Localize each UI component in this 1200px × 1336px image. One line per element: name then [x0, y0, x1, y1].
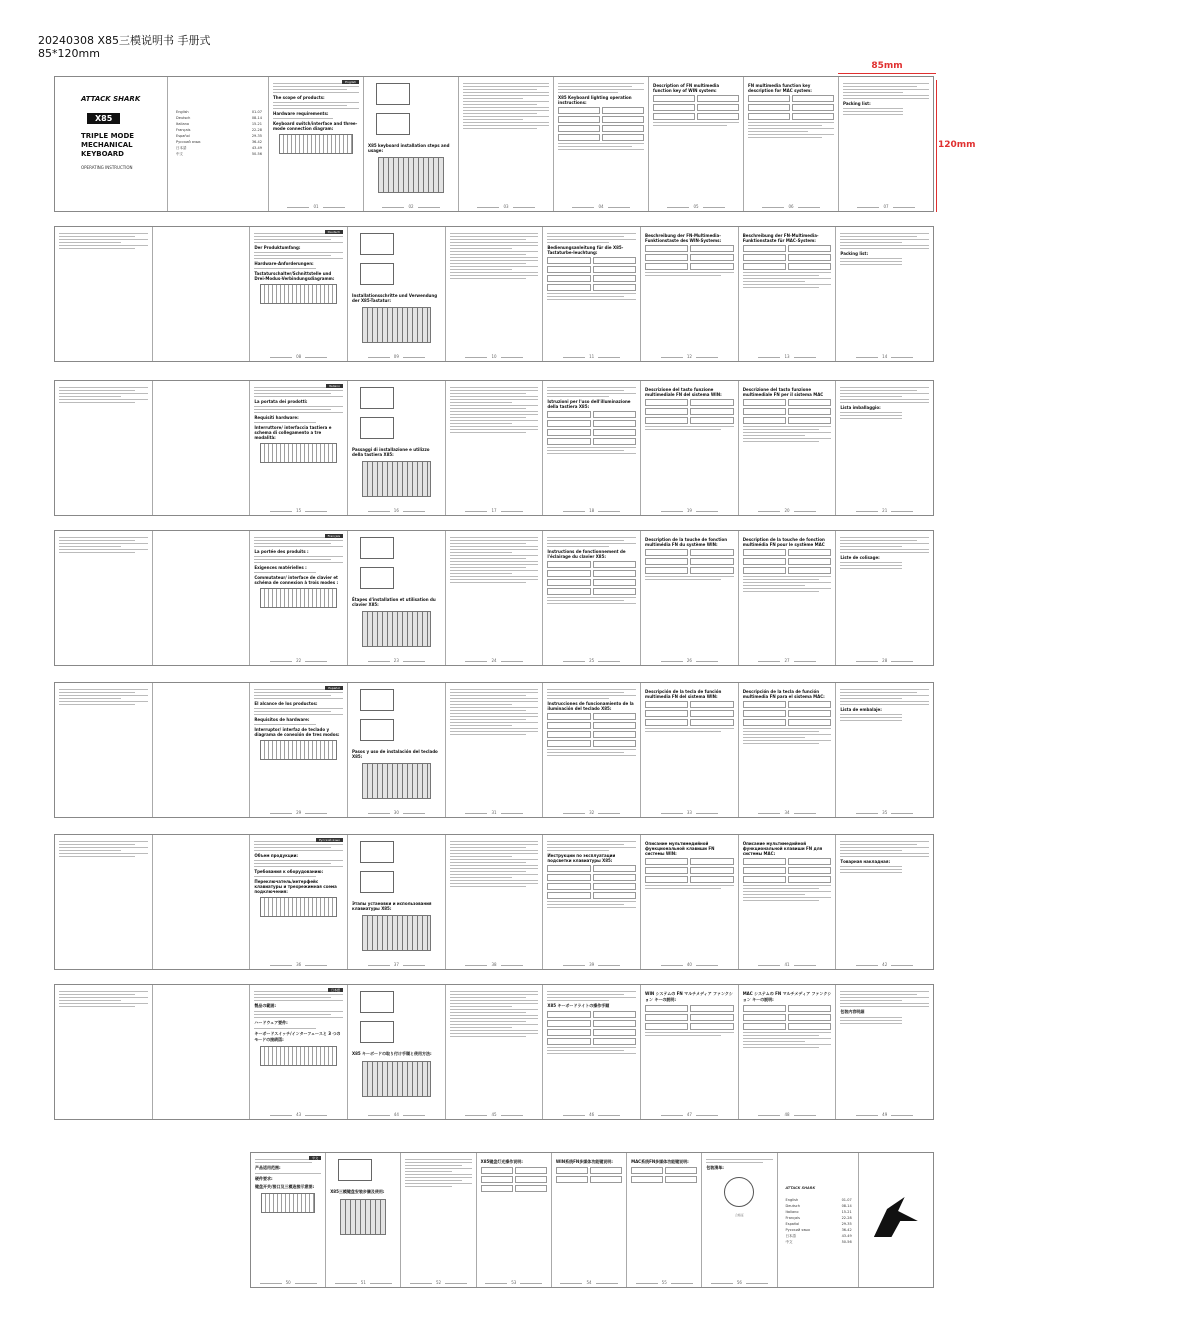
section-heading: The scope of products:	[273, 95, 325, 100]
blank-panel	[153, 227, 251, 361]
manual-page	[348, 683, 446, 817]
section-heading: Описание мультимедийной функциональной клавиши FN системы WIN:	[645, 841, 715, 856]
language-tag: Français	[325, 534, 343, 538]
section-heading: Instructions de fonctionnement de l'éclairage du clavier X85:	[547, 549, 626, 559]
page-number: 28	[836, 658, 933, 663]
keyboard-layout-diagram	[362, 763, 431, 799]
keyboard-diagram	[260, 1046, 337, 1066]
page-number: 35	[836, 810, 933, 815]
manual-page	[250, 381, 348, 515]
page-number: 49	[836, 1112, 933, 1117]
section-heading: Description of FN multimedia function key of WIN system:	[653, 83, 720, 93]
section-heading: Переключатель/интерфейс клавиатуры и трехрежимная схема подключения:	[254, 879, 337, 894]
blank-panel	[55, 531, 153, 665]
page-number: 50	[251, 1280, 325, 1285]
device-diagram	[360, 689, 394, 711]
device-diagram	[360, 387, 394, 409]
page-number: 15	[250, 508, 347, 513]
manual-page	[836, 227, 933, 361]
keyboard-layout-diagram	[340, 1199, 386, 1235]
section-heading: Istruzioni per l'uso dell'illuminazione della tastiera X85:	[547, 399, 631, 409]
section-heading: El alcance de los productos:	[254, 701, 318, 706]
page-number: 02	[364, 204, 458, 209]
toc-entry: Русский язык 36-42	[176, 140, 262, 144]
page-number: 36	[250, 962, 347, 967]
manual-row-chinese	[250, 1152, 934, 1288]
page-number: 31	[446, 810, 543, 815]
section-heading: Pasos y uso de instalación del teclado X85:	[352, 749, 438, 759]
toc-entry: Deutsch 08-14	[785, 1204, 852, 1208]
page-number: 09	[348, 354, 445, 359]
section-heading: Commutateur/ interface de clavier et schéma de connexion à trois modes :	[254, 575, 339, 585]
manual-page	[552, 1153, 627, 1287]
manual-page	[348, 227, 446, 361]
page-number: 07	[839, 204, 933, 209]
section-heading: ハードウェア要件:	[254, 1020, 288, 1025]
manual-page	[744, 77, 839, 211]
device-diagram	[360, 1021, 394, 1043]
device-diagram	[360, 991, 394, 1013]
page-number: 20	[739, 508, 836, 513]
manual-page	[348, 835, 446, 969]
keyboard-layout-diagram	[362, 611, 431, 647]
page-number: 05	[649, 204, 743, 209]
page-number: 18	[543, 508, 640, 513]
page-number: 10	[446, 354, 543, 359]
page-number: 43	[250, 1112, 347, 1117]
page-number: 41	[739, 962, 836, 967]
blank-panel	[153, 683, 251, 817]
language-tag: Español	[325, 686, 343, 690]
seal-text: 合格证	[734, 1213, 744, 1217]
keyboard-diagram	[260, 588, 337, 608]
page-number: 45	[446, 1112, 543, 1117]
toc-entry: Italiano 15-21	[176, 122, 262, 126]
section-heading: Packing list:	[840, 251, 869, 256]
manual-page	[839, 77, 933, 211]
section-heading: Instrucciones de funcionamiento de la iluminación del teclado X85:	[547, 701, 634, 711]
page-number: 13	[739, 354, 836, 359]
manual-page	[251, 1153, 326, 1287]
section-heading: Hardware requirements:	[273, 111, 329, 116]
manual-page	[477, 1153, 552, 1287]
section-heading: 包装清单:	[706, 1165, 724, 1170]
section-heading: Installationsschritte und Verwendung der X85-Tastatur:	[352, 293, 438, 303]
section-heading: Der Produktumfang:	[254, 245, 301, 250]
toc-entry: 中文 50-56	[785, 1240, 852, 1244]
manual-page	[250, 985, 348, 1119]
manual-page	[836, 835, 933, 969]
page-number: 12	[641, 354, 738, 359]
brand-logo: ATTACK SHARK	[81, 95, 141, 103]
manual-page	[250, 227, 348, 361]
section-heading: Interruttore/ interfaccia tastiera e schema di collegamento a tre modalità:	[254, 425, 332, 440]
manual-page	[348, 531, 446, 665]
manual-page	[269, 77, 364, 211]
toc-panel	[168, 77, 269, 211]
device-diagram	[338, 1159, 372, 1181]
section-heading: X85 keyboard installation steps and usage:	[368, 143, 450, 153]
section-heading: La portée des produits :	[254, 549, 309, 554]
manual-page	[446, 985, 544, 1119]
cover-title-line2: MECHANICAL KEYBOARD	[81, 141, 133, 158]
model-badge: X85	[87, 113, 120, 124]
manual-page	[836, 683, 933, 817]
manual-page	[543, 227, 641, 361]
section-heading: 键盘开关/接口及三模连接示意图:	[255, 1184, 315, 1189]
page-number: 34	[739, 810, 836, 815]
page-number: 47	[641, 1112, 738, 1117]
section-heading: Bedienungsanleitung für die X85-Tastaturbe-leuchtung:	[547, 245, 624, 255]
height-dimension-label: 120mm	[938, 140, 976, 150]
blank-panel	[153, 985, 251, 1119]
page-number: 25	[543, 658, 640, 663]
language-tag: Italiano	[326, 384, 343, 388]
section-heading: Requisiti hardware:	[254, 415, 299, 420]
section-heading: Descrizione del tasto funzione multimediale FN del sistema WIN:	[645, 387, 722, 397]
manual-page	[446, 227, 544, 361]
section-heading: MAC系统FN多媒体功能键说明:	[631, 1159, 689, 1164]
section-heading: Description de la touche de fonction multimédia FN pour le système MAC	[742, 537, 825, 547]
page-number: 42	[836, 962, 933, 967]
section-heading: Beschreibung der FN-Multimedia-Funktionstaste für MAC-System:	[742, 233, 819, 243]
device-diagram	[360, 417, 394, 439]
language-tag: Deutsch	[325, 230, 343, 234]
toc-entry: 中文 50-56	[176, 152, 262, 156]
section-heading: X85三模键盘安装步骤及使用:	[330, 1189, 385, 1194]
manual-page	[836, 531, 933, 665]
page-number: 29	[250, 810, 347, 815]
manual-page	[543, 381, 641, 515]
section-heading: キーボードスイッチ/インターフェースと 3 つのモードの接続図:	[254, 1031, 341, 1042]
keyboard-layout-diagram	[378, 157, 444, 193]
page-number: 24	[446, 658, 543, 663]
page-number: 33	[641, 810, 738, 815]
toc-entry: 日本語 43-49	[785, 1234, 852, 1238]
section-heading: Liste de colisage:	[840, 555, 880, 560]
page-number: 46	[543, 1112, 640, 1117]
manual-page	[446, 381, 544, 515]
manual-page	[543, 683, 641, 817]
manual-page	[627, 1153, 702, 1287]
section-heading: X85 Keyboard lighting operation instructions:	[558, 95, 632, 105]
language-tag: English	[342, 80, 359, 84]
manual-page	[739, 835, 837, 969]
keyboard-layout-diagram	[362, 1061, 431, 1097]
keyboard-layout-diagram	[362, 461, 431, 497]
page-number: 37	[348, 962, 445, 967]
width-dimension	[838, 61, 936, 74]
section-heading: Инструкции по эксплуатации подсветки клавиатуры X85:	[547, 853, 616, 863]
blank-panel	[153, 835, 251, 969]
blank-panel	[153, 531, 251, 665]
manual-row-3	[54, 530, 934, 666]
section-heading: Étapes d'installation et utilisation du clavier X85:	[352, 597, 436, 607]
section-heading: WIN システムの FN マルチメディア ファンクション キーの説明:	[645, 991, 733, 1002]
manual-page	[739, 683, 837, 817]
page-number: 04	[554, 204, 648, 209]
keyboard-diagram	[260, 740, 337, 760]
manual-page	[348, 381, 446, 515]
language-tag: 日本語	[328, 988, 343, 992]
page-number: 48	[739, 1112, 836, 1117]
toc-entry: English 01-07	[176, 110, 262, 114]
blank-panel	[55, 683, 153, 817]
page-number: 30	[348, 810, 445, 815]
page-number: 38	[446, 962, 543, 967]
manual-page	[459, 77, 554, 211]
manual-page	[836, 985, 933, 1119]
toc-entry: English 01-07	[785, 1198, 852, 1202]
blank-panel	[55, 835, 153, 969]
manual-page	[543, 985, 641, 1119]
section-heading: Hardware-Anforderungen:	[254, 261, 314, 266]
cover-subtitle: OPERATING INSTRUCTION	[81, 165, 133, 170]
manual-page	[641, 227, 739, 361]
doc-header	[38, 34, 211, 60]
manual-page	[543, 835, 641, 969]
toc-entry: Français 22-28	[785, 1216, 852, 1220]
manual-page	[649, 77, 744, 211]
page-number: 40	[641, 962, 738, 967]
manual-page	[641, 985, 739, 1119]
toc-entry: Español 29-35	[785, 1222, 852, 1226]
manual-row-5	[54, 834, 934, 970]
toc-entry: Español 29-35	[176, 134, 262, 138]
page-number: 16	[348, 508, 445, 513]
cover-title-line1: TRIPLE MODE	[81, 132, 135, 140]
device-diagram	[360, 263, 394, 285]
back-brand-logo: ATTACK SHARK	[785, 1186, 816, 1190]
device-diagram	[360, 871, 394, 893]
page-number: 01	[269, 204, 363, 209]
section-heading: FN multimedia function key description for MAC system:	[748, 83, 812, 93]
section-heading: X85 キーボードライトの操作手順	[547, 1003, 610, 1008]
section-heading: Descripción de la tecla de función multimedia FN para el sistema MAC:	[742, 689, 825, 699]
section-heading: Описание мультимедийной функциональной клавиши FN для системы MAC:	[742, 841, 823, 856]
manual-page	[364, 77, 459, 211]
manual-page	[739, 227, 837, 361]
blank-panel	[55, 985, 153, 1119]
keyboard-diagram	[279, 134, 353, 154]
device-diagram	[360, 233, 394, 255]
page-number: 03	[459, 204, 553, 209]
section-heading: Tastaturschalter/Schnittstelle und Drei-Modus-Verbindungsdiagramm:	[254, 271, 335, 281]
section-heading: Description de la touche de fonction multimédia FN du système WIN:	[645, 537, 728, 547]
toc-entry: Italiano 15-21	[785, 1210, 852, 1214]
doc-header-line2: 85*120mm	[38, 47, 100, 60]
section-heading: Requisitos de hardware:	[254, 717, 310, 722]
toc-entry: Русский язык 36-42	[785, 1228, 852, 1232]
device-diagram	[376, 83, 410, 105]
manual-row-1	[54, 226, 934, 362]
keyboard-diagram	[260, 897, 337, 917]
manual-page	[702, 1153, 777, 1287]
section-heading: Lista de embalaje:	[840, 707, 882, 712]
manual-page	[348, 985, 446, 1119]
manual-page	[446, 835, 544, 969]
manual-page	[641, 381, 739, 515]
width-dimension-label: 85mm	[871, 61, 903, 71]
manual-page	[543, 531, 641, 665]
device-diagram	[360, 841, 394, 863]
page-number: 53	[477, 1280, 551, 1285]
page-number: 26	[641, 658, 738, 663]
page-number: 19	[641, 508, 738, 513]
toc-entry: Français 22-28	[176, 128, 262, 132]
blank-panel	[153, 381, 251, 515]
manual-page	[739, 531, 837, 665]
page-number: 52	[401, 1280, 475, 1285]
section-heading: Exigences matérielles :	[254, 565, 307, 570]
section-heading: Descripción de la tecla de función multimedia FN del sistema WIN:	[645, 689, 722, 699]
manual-page	[250, 683, 348, 817]
section-heading: Keyboard switch/interface and three-mode connection diagram:	[273, 121, 358, 131]
manual-page	[250, 531, 348, 665]
shark-fin-logo-icon	[874, 1197, 918, 1237]
manual-page	[326, 1153, 401, 1287]
page-number: 21	[836, 508, 933, 513]
page-number: 11	[543, 354, 640, 359]
back-toc-panel	[778, 1153, 859, 1287]
page-number: 39	[543, 962, 640, 967]
section-heading: WIN系统FN多媒体功能键说明:	[555, 1159, 613, 1164]
manual-page	[739, 381, 837, 515]
keyboard-diagram	[260, 284, 337, 304]
toc-entry: 日本語 43-49	[176, 146, 262, 150]
section-heading: La portata dei prodotti:	[254, 399, 308, 404]
doc-header-line1: 20240308 X85三模说明书 手册式	[38, 34, 211, 47]
section-heading: 製品の範囲:	[254, 1003, 276, 1008]
section-heading: 包装内容明細	[840, 1009, 865, 1014]
manual-page	[836, 381, 933, 515]
manual-page	[641, 835, 739, 969]
language-tag: 中文	[309, 1156, 321, 1160]
section-heading: Объем продукции:	[254, 853, 299, 858]
page-number: 22	[250, 658, 347, 663]
keyboard-layout-diagram	[362, 307, 431, 343]
manual-page	[641, 531, 739, 665]
keyboard-layout-diagram	[362, 915, 431, 951]
manual-page	[739, 985, 837, 1119]
section-heading: Packing list:	[843, 101, 871, 106]
page-number: 14	[836, 354, 933, 359]
section-heading: MAC システムの FN マルチメディア ファンクション キーの説明:	[742, 991, 832, 1002]
manual-page	[401, 1153, 476, 1287]
page-number: 32	[543, 810, 640, 815]
page-number: 44	[348, 1112, 445, 1117]
manual-row-0	[54, 76, 934, 212]
manual-page	[446, 683, 544, 817]
blank-panel	[55, 381, 153, 515]
section-heading: X85 キーボードの取り付け手順と使用方法:	[352, 1051, 432, 1056]
manual-row-2	[54, 380, 934, 516]
page-number: 56	[702, 1280, 776, 1285]
page-number: 06	[744, 204, 838, 209]
device-diagram	[376, 113, 410, 135]
page-number: 27	[739, 658, 836, 663]
toc-entry: Deutsch 08-14	[176, 116, 262, 120]
section-heading: Interruptor/ interfaz de teclado y diagrama de conexión de tres modos:	[254, 727, 340, 737]
section-heading: Beschreibung der FN-Multimedia-Funktionstaste des WIN-Systems:	[645, 233, 722, 243]
device-diagram	[360, 537, 394, 559]
page-number: 55	[627, 1280, 701, 1285]
manual-row-4	[54, 682, 934, 818]
manual-page	[250, 835, 348, 969]
back-cover-panel	[859, 1153, 933, 1287]
section-heading: Lista imballaggio:	[840, 405, 881, 410]
page-number: 54	[552, 1280, 626, 1285]
keyboard-diagram	[260, 443, 337, 463]
section-heading: Passaggi di installazione e utilizzo della tastiera X85:	[352, 447, 430, 457]
section-heading: 硬件要求:	[255, 1176, 273, 1181]
cover-panel	[55, 77, 168, 211]
section-heading: Этапы установки и использования клавиатуры X85:	[352, 901, 432, 911]
language-tag: Русский язык	[316, 838, 343, 842]
certificate-seal	[724, 1177, 754, 1207]
manual-page	[554, 77, 649, 211]
manual-page	[641, 683, 739, 817]
page-number: 51	[326, 1280, 400, 1285]
blank-panel	[55, 227, 153, 361]
section-heading: Descrizione del tasto funzione multimediale FN per il sistema MAC	[742, 387, 824, 397]
device-diagram	[360, 567, 394, 589]
keyboard-diagram	[261, 1193, 315, 1213]
page-number: 17	[446, 508, 543, 513]
section-heading: Товарная накладная:	[840, 859, 891, 864]
section-heading: Требования к оборудованию:	[254, 869, 324, 874]
section-heading: X85键盘灯光操作说明:	[480, 1159, 523, 1164]
manual-page	[446, 531, 544, 665]
section-heading: 产品适用范围:	[255, 1165, 281, 1170]
device-diagram	[360, 719, 394, 741]
page-number: 08	[250, 354, 347, 359]
manual-row-6	[54, 984, 934, 1120]
page-number: 23	[348, 658, 445, 663]
